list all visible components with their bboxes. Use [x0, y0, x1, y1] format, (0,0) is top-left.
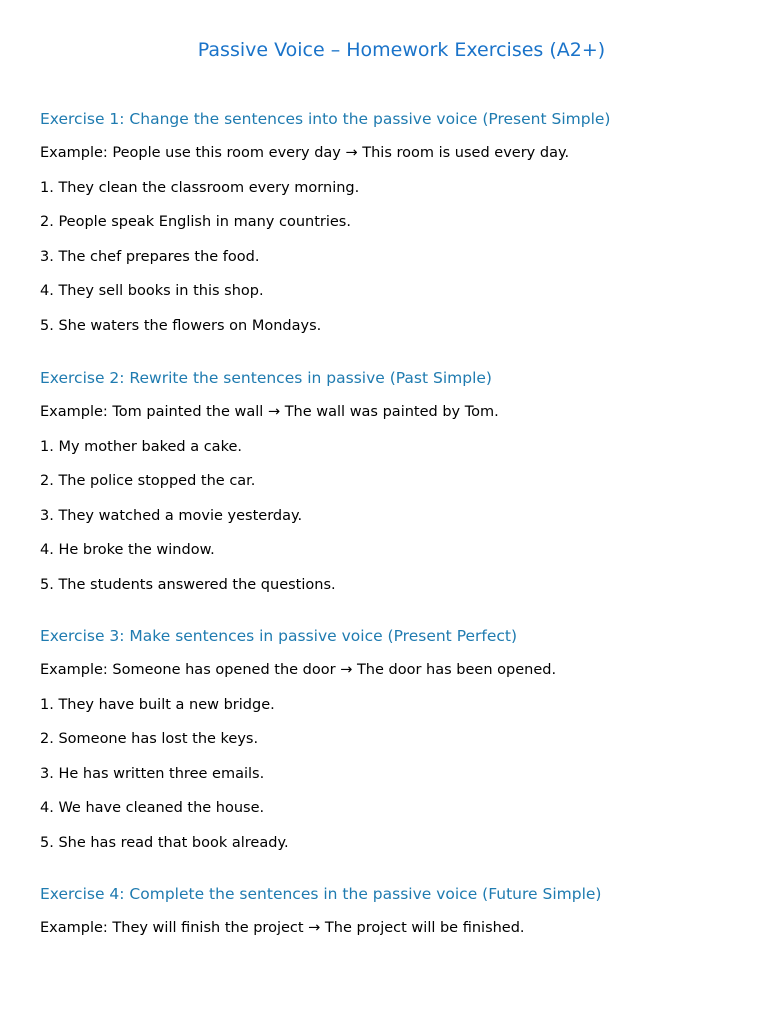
exercise-1-item-1: 1. They clean the classroom every morning.: [40, 179, 360, 196]
exercise-3-item-1: 1. They have built a new bridge.: [40, 696, 275, 713]
exercise-2-heading: Exercise 2: Rewrite the sentences in passive (Past Simple): [40, 369, 492, 387]
exercise-4-section: [40, 884, 740, 953]
exercise-1-heading: Exercise 1: Change the sentences into the passive voice (Present Simple): [40, 110, 611, 128]
exercise-2-section: [40, 368, 740, 609]
exercise-1-item-2: 2. People speak English in many countries.: [40, 214, 351, 230]
exercise-3-section: [40, 626, 740, 867]
exercise-2-item-2: 2. The police stopped the car.: [40, 473, 256, 489]
exercise-3-item-3: 3. He has written three emails.: [40, 765, 265, 782]
document-title: Passive Voice – Homework Exercises (A2+): [197, 39, 606, 61]
exercise-1-item-4: 4. They sell books in this shop.: [40, 283, 264, 299]
exercise-4-example: Example: They will finish the project → The project will be finished.: [40, 920, 525, 936]
exercise-2-example: Example: Tom painted the wall → The wall was painted by Tom.: [40, 404, 499, 420]
exercise-3-item-5: 5. She has read that book already.: [40, 834, 289, 851]
exercise-1-section: [40, 109, 740, 350]
exercise-2-item-5: 5. The students answered the questions.: [40, 576, 336, 593]
exercise-3-example: Example: Someone has opened the door → The door has been opened.: [40, 662, 557, 678]
exercise-4-heading: Exercise 4: Complete the sentences in the passive voice (Future Simple): [40, 885, 602, 903]
exercise-3-heading: Exercise 3: Make sentences in passive voice (Present Perfect): [40, 627, 518, 645]
exercise-1-example: Example: People use this room every day → This room is used every day.: [40, 145, 570, 161]
exercise-1-item-3: 3. The chef prepares the food.: [40, 248, 260, 265]
exercise-1-item-5: 5. She waters the flowers on Mondays.: [40, 317, 322, 334]
exercise-2-item-4: 4. He broke the window.: [40, 542, 215, 558]
exercise-3-item-4: 4. We have cleaned the house.: [40, 800, 265, 816]
exercise-2-item-1: 1. My mother baked a cake.: [40, 438, 242, 455]
exercise-2-item-3: 3. They watched a movie yesterday.: [40, 507, 303, 524]
exercise-3-item-2: 2. Someone has lost the keys.: [40, 731, 259, 747]
